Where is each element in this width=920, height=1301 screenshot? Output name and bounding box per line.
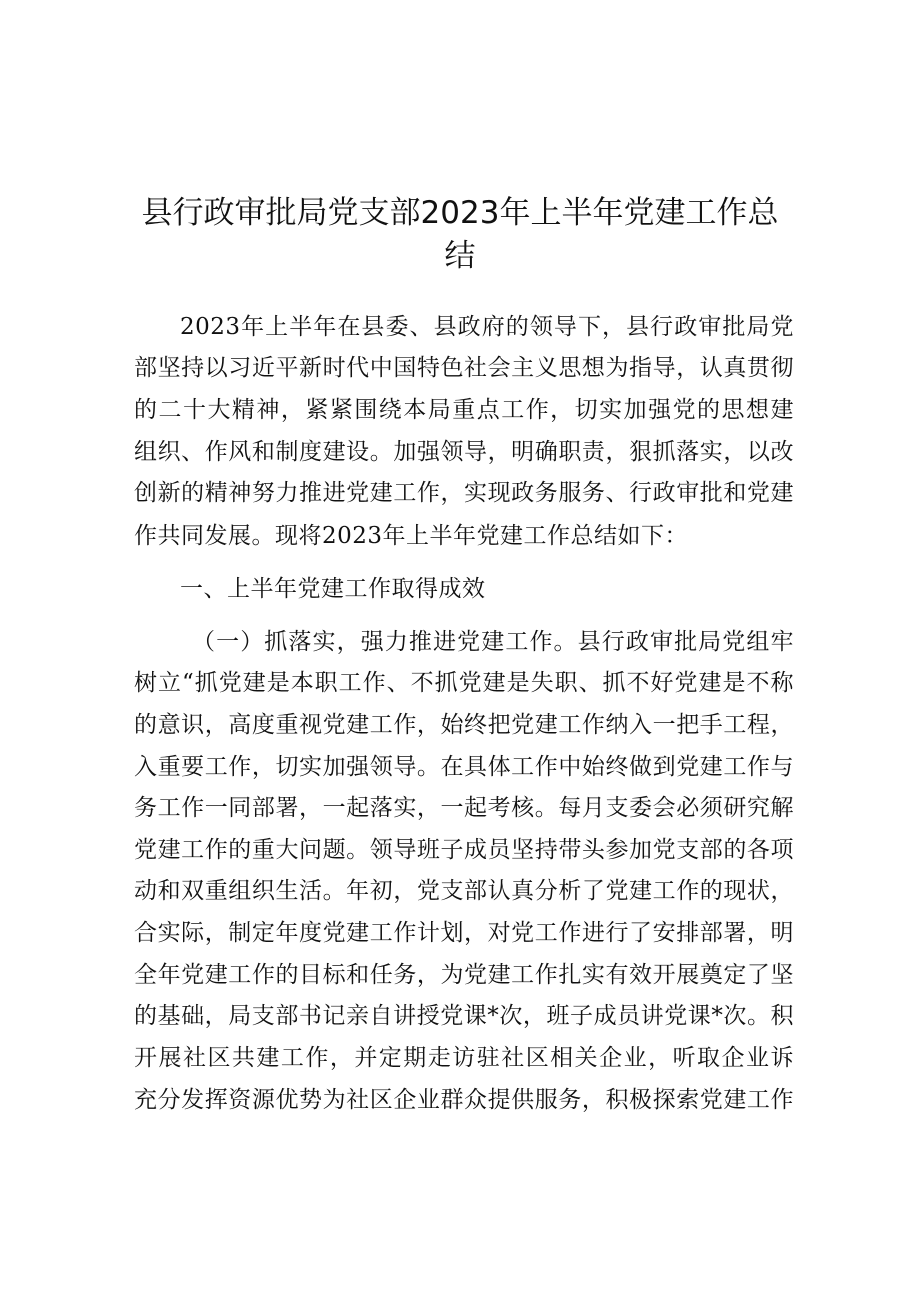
paragraph-line: 创新的精神努力推进党建工作，实现政务服务、行政审批和党建 [134, 480, 794, 506]
paragraph-line: 树立“抓党建是本职工作、不抓党建是失职、抓不好党建是不称 [134, 670, 794, 696]
paragraph-line: 党建工作的重大问题。领导班子成员坚持带头参加党支部的各项 [134, 837, 794, 863]
paragraph-line: 入重要工作，切实加强领导。在具体工作中始终做到党建工作与 [134, 754, 794, 780]
paragraph-line: 2023年上半年在县委、县政府的领导下，县行政审批局党 [180, 314, 794, 340]
document-title-line-1: 县行政审批局党支部2023年上半年党建工作总 [141, 195, 779, 231]
paragraph-line: 务工作一同部署，一起落实，一起考核。每月支委会必须研究解 [134, 795, 794, 821]
paragraph-line: 的基础，局支部书记亲自讲授党课*次，班子成员讲党课*次。积 [134, 1003, 794, 1029]
paragraph-line: 合实际，制定年度党建工作计划，对党工作进行了安排部署，明 [134, 920, 794, 946]
paragraph-line: 动和双重组织生活。年初，党支部认真分析了党建工作的现状， [134, 878, 794, 904]
paragraph-line: 的二十大精神，紧紧围绕本局重点工作，切实加强党的思想建 [134, 397, 794, 423]
paragraph-line: 部坚持以习近平新时代中国特色社会主义思想为指导，认真贯彻 [134, 355, 794, 381]
paragraph-line: （一）抓落实，强力推进党建工作。县行政审批局党组牢 [192, 629, 794, 655]
paragraph-line: 充分发挥资源优势为社区企业群众提供服务，积极探索党建工作 [134, 1087, 794, 1113]
paragraph-line: 全年党建工作的目标和任务，为党建工作扎实有效开展奠定了坚 [134, 962, 794, 988]
paragraph-line: 作共同发展。现将2023年上半年党建工作总结如下： [134, 523, 689, 549]
document-title-line-2: 结 [444, 238, 476, 274]
paragraph-line: 开展社区共建工作，并定期走访驻社区相关企业，听取企业诉 [134, 1045, 794, 1071]
paragraph-line: 的意识，高度重视党建工作，始终把党建工作纳入一把手工程， [134, 712, 794, 738]
section-heading: 一、上半年党建工作取得成效 [180, 576, 486, 602]
paragraph-line: 组织、作风和制度建设。加强领导，明确职责，狠抓落实，以改 [134, 439, 794, 465]
